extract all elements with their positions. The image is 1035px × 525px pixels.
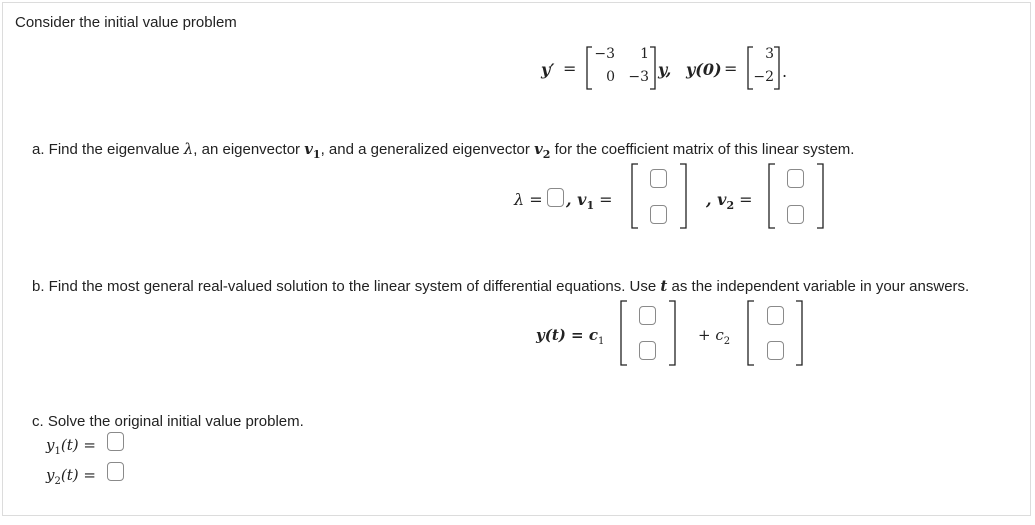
question-panel [2, 2, 1031, 516]
y2-input[interactable] [107, 462, 124, 481]
initial-right-bracket [773, 46, 781, 90]
v2-input-top[interactable] [787, 169, 804, 188]
lambda-symbol: λ [183, 140, 194, 158]
sol1-input-bottom[interactable] [639, 341, 656, 360]
v1-symbol: v [304, 140, 313, 158]
y2-label [46, 466, 96, 487]
matrix-a22: −3 [628, 69, 649, 85]
sol2-input-bottom[interactable] [767, 341, 784, 360]
y1-input[interactable] [107, 432, 124, 451]
sol2-left-bracket [746, 300, 755, 366]
lambda-label: λ = [514, 190, 543, 209]
v2-label-text: , v [706, 190, 727, 209]
v1-input-bottom[interactable] [650, 205, 667, 224]
v2-label-sub: 2 [726, 199, 735, 213]
y2-rest: (t) = [60, 466, 96, 484]
matrix-right-bracket [649, 46, 657, 90]
y-initial: y(0) [686, 60, 722, 79]
sol2-right-bracket [795, 300, 804, 366]
y-prime: y′ [541, 60, 555, 79]
part-b-prompt [32, 277, 969, 295]
v1-left-bracket [630, 163, 639, 229]
v1-right-bracket [679, 163, 688, 229]
ivp-equals: = [563, 59, 577, 78]
sol1-right-bracket [668, 300, 677, 366]
lambda-input[interactable] [547, 188, 564, 207]
y-vector: y, [658, 60, 672, 79]
v1-label-text: , v [566, 190, 587, 209]
general-solution-lhs [536, 326, 604, 347]
initial-equals: = [724, 59, 738, 78]
initial-v2: −2 [753, 69, 774, 85]
c1-sub: 1 [598, 336, 605, 347]
v2-label [706, 190, 753, 212]
t-symbol: t [660, 277, 668, 295]
v2-left-bracket [767, 163, 776, 229]
v2-right-bracket [816, 163, 825, 229]
y1-rest: (t) = [60, 436, 96, 454]
general-solution-lhs-text: y(t) = c [536, 326, 598, 344]
c2-sub: 2 [723, 336, 731, 347]
part-a-text-2: , an eigenvector [193, 141, 305, 158]
matrix-a12: 1 [640, 46, 649, 62]
part-a-text-3: , and a generalized eigenvector [320, 141, 535, 158]
part-a-prompt [32, 140, 854, 161]
y2-symbol: y [46, 466, 55, 484]
v1-label-eq: = [594, 190, 613, 209]
y1-label [46, 436, 96, 457]
matrix-a21: 0 [606, 69, 615, 85]
y2-sub: 2 [54, 476, 61, 487]
sol1-left-bracket [619, 300, 628, 366]
part-a-text-4: for the coefficient matrix of this linear system. [550, 141, 855, 158]
plus-c2 [698, 326, 730, 347]
sol1-input-top[interactable] [639, 306, 656, 325]
v2-input-bottom[interactable] [787, 205, 804, 224]
y1-symbol: y [46, 436, 55, 454]
v1-label-sub: 1 [586, 199, 595, 213]
v2-symbol: v [534, 140, 543, 158]
v1-sub: 1 [312, 148, 321, 161]
intro-text: Consider the initial value problem [15, 14, 237, 31]
v2-label-eq: = [734, 190, 753, 209]
sol2-input-top[interactable] [767, 306, 784, 325]
part-b-text-2: as the independent variable in your answers. [667, 278, 970, 295]
v1-label [566, 190, 613, 212]
part-a-text-1: a. Find the eigenvalue [32, 141, 184, 158]
plus-c2-text: + c [698, 326, 724, 344]
v2-sub: 2 [542, 148, 551, 161]
part-b-text-1: b. Find the most general real-valued solution to the linear system of differential equations. Use [32, 278, 661, 295]
y1-sub: 1 [54, 446, 61, 457]
initial-v1: 3 [765, 46, 774, 62]
ivp-period: . [782, 62, 788, 81]
matrix-a11: −3 [594, 46, 615, 62]
v1-input-top[interactable] [650, 169, 667, 188]
part-c-prompt: c. Solve the original initial value problem. [32, 413, 304, 430]
